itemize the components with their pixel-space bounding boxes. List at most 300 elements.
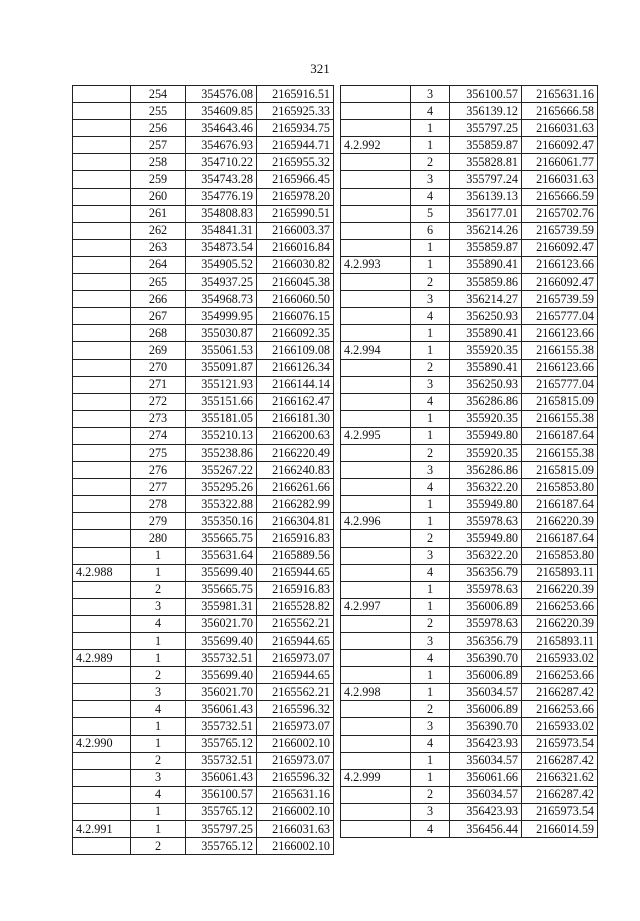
parcel-id-cell [341,359,411,376]
y-coordinate-cell: 2166060.50 [257,291,334,308]
parcel-id-cell [341,376,411,393]
parcel-id-cell [73,86,131,103]
x-coordinate-cell: 355181.05 [186,410,257,427]
table-row [73,274,334,291]
y-coordinate-cell: 2165853.80 [522,479,598,496]
y-coordinate-cell: 2166261.66 [257,479,334,496]
point-number-cell: 4 [411,479,450,496]
point-number-cell: 5 [411,205,450,222]
parcel-id-cell [341,803,411,820]
point-number-cell: 275 [131,444,186,461]
point-number-cell: 4 [131,786,186,803]
point-number-cell: 256 [131,120,186,137]
point-number-cell: 3 [411,718,450,735]
table-row [341,291,598,308]
x-coordinate-cell: 355981.31 [186,598,257,615]
y-coordinate-cell: 2165853.80 [522,547,598,564]
x-coordinate-cell: 356139.13 [450,188,522,205]
x-coordinate-cell: 355732.51 [186,718,257,735]
parcel-id-cell [73,598,131,615]
y-coordinate-cell: 2166253.66 [522,598,598,615]
parcel-id-cell [341,393,411,410]
parcel-id-cell [73,342,131,359]
y-coordinate-cell: 2166092.47 [522,137,598,154]
coordinates-table-right [340,85,598,838]
y-coordinate-cell: 2166045.38 [257,274,334,291]
parcel-id-cell: 4.2.989 [73,650,131,667]
parcel-id-cell [73,427,131,444]
x-coordinate-cell: 355732.51 [186,752,257,769]
y-coordinate-cell: 2165978.20 [257,188,334,205]
x-coordinate-cell: 355797.25 [186,821,257,838]
parcel-id-cell: 4.2.993 [341,256,411,273]
parcel-id-cell [341,410,411,427]
x-coordinate-cell: 355631.64 [186,547,257,564]
parcel-id-cell [341,462,411,479]
y-coordinate-cell: 2166155.38 [522,342,598,359]
parcel-id-cell [73,137,131,154]
x-coordinate-cell: 356021.70 [186,615,257,632]
y-coordinate-cell: 2165925.33 [257,103,334,120]
table-row [341,803,598,820]
x-coordinate-cell: 355949.80 [450,496,522,513]
x-coordinate-cell: 355949.80 [450,427,522,444]
parcel-id-cell [73,479,131,496]
parcel-id-cell: 4.2.997 [341,598,411,615]
table-row [341,239,598,256]
point-number-cell: 1 [131,547,186,564]
y-coordinate-cell: 2165702.76 [522,205,598,222]
y-coordinate-cell: 2165934.75 [257,120,334,137]
table-row [73,633,334,650]
parcel-id-cell [73,359,131,376]
y-coordinate-cell: 2165739.59 [522,222,598,239]
table-row [73,308,334,325]
parcel-id-cell: 4.2.991 [73,821,131,838]
x-coordinate-cell: 354905.52 [186,256,257,273]
x-coordinate-cell: 355949.80 [450,530,522,547]
point-number-cell: 3 [411,171,450,188]
point-number-cell: 280 [131,530,186,547]
point-number-cell: 1 [411,239,450,256]
parcel-id-cell [341,325,411,342]
parcel-id-cell [341,444,411,461]
y-coordinate-cell: 2165777.04 [522,376,598,393]
point-number-cell: 278 [131,496,186,513]
x-coordinate-cell: 355978.63 [450,615,522,632]
table-row [341,137,598,154]
point-number-cell: 270 [131,359,186,376]
point-number-cell: 2 [411,701,450,718]
x-coordinate-cell: 355765.12 [186,735,257,752]
parcel-id-cell: 4.2.999 [341,769,411,786]
table-row [341,188,598,205]
x-coordinate-cell: 356100.57 [450,86,522,103]
y-coordinate-cell: 2165893.11 [522,564,598,581]
table-row [341,86,598,103]
parcel-id-cell: 4.2.988 [73,564,131,581]
table-row [341,735,598,752]
table-row [341,650,598,667]
x-coordinate-cell: 355665.75 [186,581,257,598]
table-row [341,547,598,564]
parcel-id-cell [341,120,411,137]
x-coordinate-cell: 356006.89 [450,598,522,615]
table-row [341,581,598,598]
parcel-id-cell [73,701,131,718]
y-coordinate-cell: 2166287.42 [522,786,598,803]
point-number-cell: 268 [131,325,186,342]
table-row [73,598,334,615]
parcel-id-cell [73,615,131,632]
y-coordinate-cell: 2165631.16 [257,786,334,803]
y-coordinate-cell: 2166030.82 [257,256,334,273]
parcel-id-cell [341,274,411,291]
parcel-id-cell: 4.2.992 [341,137,411,154]
table-row [341,393,598,410]
x-coordinate-cell: 355920.35 [450,342,522,359]
y-coordinate-cell: 2166155.38 [522,444,598,461]
parcel-id-cell [73,838,131,855]
y-coordinate-cell: 2166220.39 [522,615,598,632]
table-row [341,410,598,427]
table-row [341,513,598,530]
y-coordinate-cell: 2165889.56 [257,547,334,564]
y-coordinate-cell: 2165944.65 [257,633,334,650]
y-coordinate-cell: 2166155.38 [522,410,598,427]
parcel-id-cell [73,581,131,598]
table-row [341,154,598,171]
table-row [341,205,598,222]
point-number-cell: 2 [411,530,450,547]
x-coordinate-cell: 355978.63 [450,513,522,530]
parcel-id-cell [341,821,411,838]
parcel-id-cell [73,393,131,410]
table-row [73,718,334,735]
x-coordinate-cell: 355267.22 [186,462,257,479]
x-coordinate-cell: 355665.75 [186,530,257,547]
table-row [73,222,334,239]
y-coordinate-cell: 2166031.63 [522,171,598,188]
table-row [73,154,334,171]
y-coordinate-cell: 2165666.58 [522,103,598,120]
x-coordinate-cell: 355350.16 [186,513,257,530]
parcel-id-cell [73,103,131,120]
x-coordinate-cell: 356177.01 [450,205,522,222]
x-coordinate-cell: 356356.79 [450,633,522,650]
point-number-cell: 3 [411,633,450,650]
y-coordinate-cell: 2166123.66 [522,359,598,376]
x-coordinate-cell: 356214.27 [450,291,522,308]
parcel-id-cell [341,718,411,735]
parcel-id-cell [73,462,131,479]
parcel-id-cell [73,513,131,530]
point-number-cell: 4 [411,650,450,667]
table-row [341,615,598,632]
table-row [73,359,334,376]
y-coordinate-cell: 2165944.71 [257,137,334,154]
y-coordinate-cell: 2165973.07 [257,718,334,735]
parcel-id-cell [73,769,131,786]
table-row [73,615,334,632]
y-coordinate-cell: 2166253.66 [522,701,598,718]
parcel-id-cell [73,444,131,461]
x-coordinate-cell: 355091.87 [186,359,257,376]
table-row [341,479,598,496]
y-coordinate-cell: 2165966.45 [257,171,334,188]
parcel-id-cell: 4.2.995 [341,427,411,444]
parcel-id-cell [73,786,131,803]
x-coordinate-cell: 354609.85 [186,103,257,120]
y-coordinate-cell: 2166109.08 [257,342,334,359]
point-number-cell: 2 [411,359,450,376]
table-row [73,769,334,786]
point-number-cell: 1 [411,120,450,137]
table-row [341,496,598,513]
y-coordinate-cell: 2166321.62 [522,769,598,786]
parcel-id-cell [341,496,411,513]
y-coordinate-cell: 2165944.65 [257,667,334,684]
point-number-cell: 3 [411,86,450,103]
coordinates-table-left [72,85,334,855]
table-row [341,274,598,291]
parcel-id-cell [341,103,411,120]
point-number-cell: 1 [131,633,186,650]
table-row [341,769,598,786]
point-number-cell: 1 [131,735,186,752]
point-number-cell: 2 [411,444,450,461]
table-row [341,308,598,325]
y-coordinate-cell: 2166187.64 [522,530,598,547]
point-number-cell: 266 [131,291,186,308]
x-coordinate-cell: 355121.93 [186,376,257,393]
y-coordinate-cell: 2166031.63 [522,120,598,137]
parcel-id-cell [73,376,131,393]
point-number-cell: 3 [131,769,186,786]
point-number-cell: 269 [131,342,186,359]
x-coordinate-cell: 355859.87 [450,137,522,154]
point-number-cell: 3 [411,803,450,820]
parcel-id-cell [341,752,411,769]
point-number-cell: 259 [131,171,186,188]
parcel-id-cell [73,718,131,735]
parcel-id-cell [341,786,411,803]
y-coordinate-cell: 2165666.59 [522,188,598,205]
point-number-cell: 4 [411,564,450,581]
table-row [341,444,598,461]
table-row [73,821,334,838]
y-coordinate-cell: 2165777.04 [522,308,598,325]
table-row [341,222,598,239]
y-coordinate-cell: 2166304.81 [257,513,334,530]
point-number-cell: 1 [131,803,186,820]
table-row [73,205,334,222]
y-coordinate-cell: 2166002.10 [257,735,334,752]
x-coordinate-cell: 355030.87 [186,325,257,342]
y-coordinate-cell: 2166144.14 [257,376,334,393]
table-row [341,427,598,444]
point-number-cell: 1 [411,256,450,273]
point-number-cell: 2 [411,154,450,171]
point-number-cell: 1 [411,427,450,444]
point-number-cell: 1 [411,496,450,513]
y-coordinate-cell: 2166220.39 [522,513,598,530]
y-coordinate-cell: 2165990.51 [257,205,334,222]
y-coordinate-cell: 2165955.32 [257,154,334,171]
x-coordinate-cell: 356139.12 [450,103,522,120]
point-number-cell: 1 [411,684,450,701]
table-row [73,256,334,273]
table-row [341,530,598,547]
point-number-cell: 1 [411,342,450,359]
y-coordinate-cell: 2166016.84 [257,239,334,256]
y-coordinate-cell: 2166187.64 [522,496,598,513]
y-coordinate-cell: 2166123.66 [522,256,598,273]
table-row [341,633,598,650]
parcel-id-cell [341,188,411,205]
parcel-id-cell [341,667,411,684]
point-number-cell: 1 [411,137,450,154]
parcel-id-cell [341,479,411,496]
table-row [73,171,334,188]
table-row [341,564,598,581]
table-row [73,393,334,410]
x-coordinate-cell: 356006.89 [450,701,522,718]
y-coordinate-cell: 2166187.64 [522,427,598,444]
point-number-cell: 2 [411,274,450,291]
x-coordinate-cell: 356214.26 [450,222,522,239]
x-coordinate-cell: 354710.22 [186,154,257,171]
point-number-cell: 1 [131,821,186,838]
point-number-cell: 264 [131,256,186,273]
x-coordinate-cell: 354841.31 [186,222,257,239]
x-coordinate-cell: 355890.41 [450,325,522,342]
parcel-id-cell [341,239,411,256]
table-row [341,598,598,615]
x-coordinate-cell: 356456.44 [450,821,522,838]
y-coordinate-cell: 2165973.07 [257,752,334,769]
table-row [73,239,334,256]
x-coordinate-cell: 355732.51 [186,650,257,667]
parcel-id-cell [341,633,411,650]
x-coordinate-cell: 356061.43 [186,701,257,718]
table-row [73,581,334,598]
parcel-id-cell [341,615,411,632]
parcel-id-cell: 4.2.994 [341,342,411,359]
point-number-cell: 1 [411,667,450,684]
parcel-id-cell [73,239,131,256]
x-coordinate-cell: 354968.73 [186,291,257,308]
table-row [73,547,334,564]
parcel-id-cell: 4.2.998 [341,684,411,701]
point-number-cell: 273 [131,410,186,427]
parcel-id-cell [73,667,131,684]
table-row [73,752,334,769]
point-number-cell: 4 [411,103,450,120]
point-number-cell: 277 [131,479,186,496]
table-row [73,479,334,496]
x-coordinate-cell: 356100.57 [186,786,257,803]
table-row [73,513,334,530]
x-coordinate-cell: 356322.20 [450,547,522,564]
point-number-cell: 2 [131,581,186,598]
x-coordinate-cell: 354576.08 [186,86,257,103]
point-number-cell: 257 [131,137,186,154]
x-coordinate-cell: 356034.57 [450,684,522,701]
point-number-cell: 262 [131,222,186,239]
x-coordinate-cell: 356423.93 [450,735,522,752]
y-coordinate-cell: 2166181.30 [257,410,334,427]
x-coordinate-cell: 355765.12 [186,838,257,855]
table-row [341,786,598,803]
y-coordinate-cell: 2166126.34 [257,359,334,376]
y-coordinate-cell: 2166092.47 [522,274,598,291]
parcel-id-cell [341,581,411,598]
x-coordinate-cell: 355699.40 [186,633,257,650]
y-coordinate-cell: 2166092.47 [522,239,598,256]
parcel-id-cell [341,650,411,667]
x-coordinate-cell: 356034.57 [450,786,522,803]
x-coordinate-cell: 355797.24 [450,171,522,188]
point-number-cell: 258 [131,154,186,171]
parcel-id-cell [341,735,411,752]
point-number-cell: 255 [131,103,186,120]
x-coordinate-cell: 355828.81 [450,154,522,171]
table-row [73,650,334,667]
y-coordinate-cell: 2165815.09 [522,462,598,479]
parcel-id-cell [73,171,131,188]
y-coordinate-cell: 2165973.07 [257,650,334,667]
point-number-cell: 274 [131,427,186,444]
table-row [341,684,598,701]
y-coordinate-cell: 2166092.35 [257,325,334,342]
y-coordinate-cell: 2166076.15 [257,308,334,325]
table-row [341,342,598,359]
y-coordinate-cell: 2166282.99 [257,496,334,513]
x-coordinate-cell: 355859.87 [450,239,522,256]
table-row [341,701,598,718]
y-coordinate-cell: 2165815.09 [522,393,598,410]
point-number-cell: 267 [131,308,186,325]
point-number-cell: 1 [411,769,450,786]
x-coordinate-cell: 354676.93 [186,137,257,154]
y-coordinate-cell: 2165944.65 [257,564,334,581]
table-row [341,325,598,342]
x-coordinate-cell: 354743.28 [186,171,257,188]
y-coordinate-cell: 2165973.54 [522,735,598,752]
y-coordinate-cell: 2165739.59 [522,291,598,308]
table-row [73,103,334,120]
point-number-cell: 3 [411,462,450,479]
y-coordinate-cell: 2166123.66 [522,325,598,342]
y-coordinate-cell: 2165973.54 [522,803,598,820]
x-coordinate-cell: 355978.63 [450,581,522,598]
point-number-cell: 3 [131,598,186,615]
parcel-id-cell [341,86,411,103]
table-row [73,325,334,342]
point-number-cell: 3 [411,291,450,308]
table-row [73,667,334,684]
x-coordinate-cell: 355238.86 [186,444,257,461]
point-number-cell: 4 [411,735,450,752]
y-coordinate-cell: 2166287.42 [522,752,598,769]
parcel-id-cell [73,188,131,205]
parcel-id-cell [341,222,411,239]
x-coordinate-cell: 356006.89 [450,667,522,684]
point-number-cell: 1 [131,650,186,667]
y-coordinate-cell: 2165562.21 [257,684,334,701]
x-coordinate-cell: 354643.46 [186,120,257,137]
